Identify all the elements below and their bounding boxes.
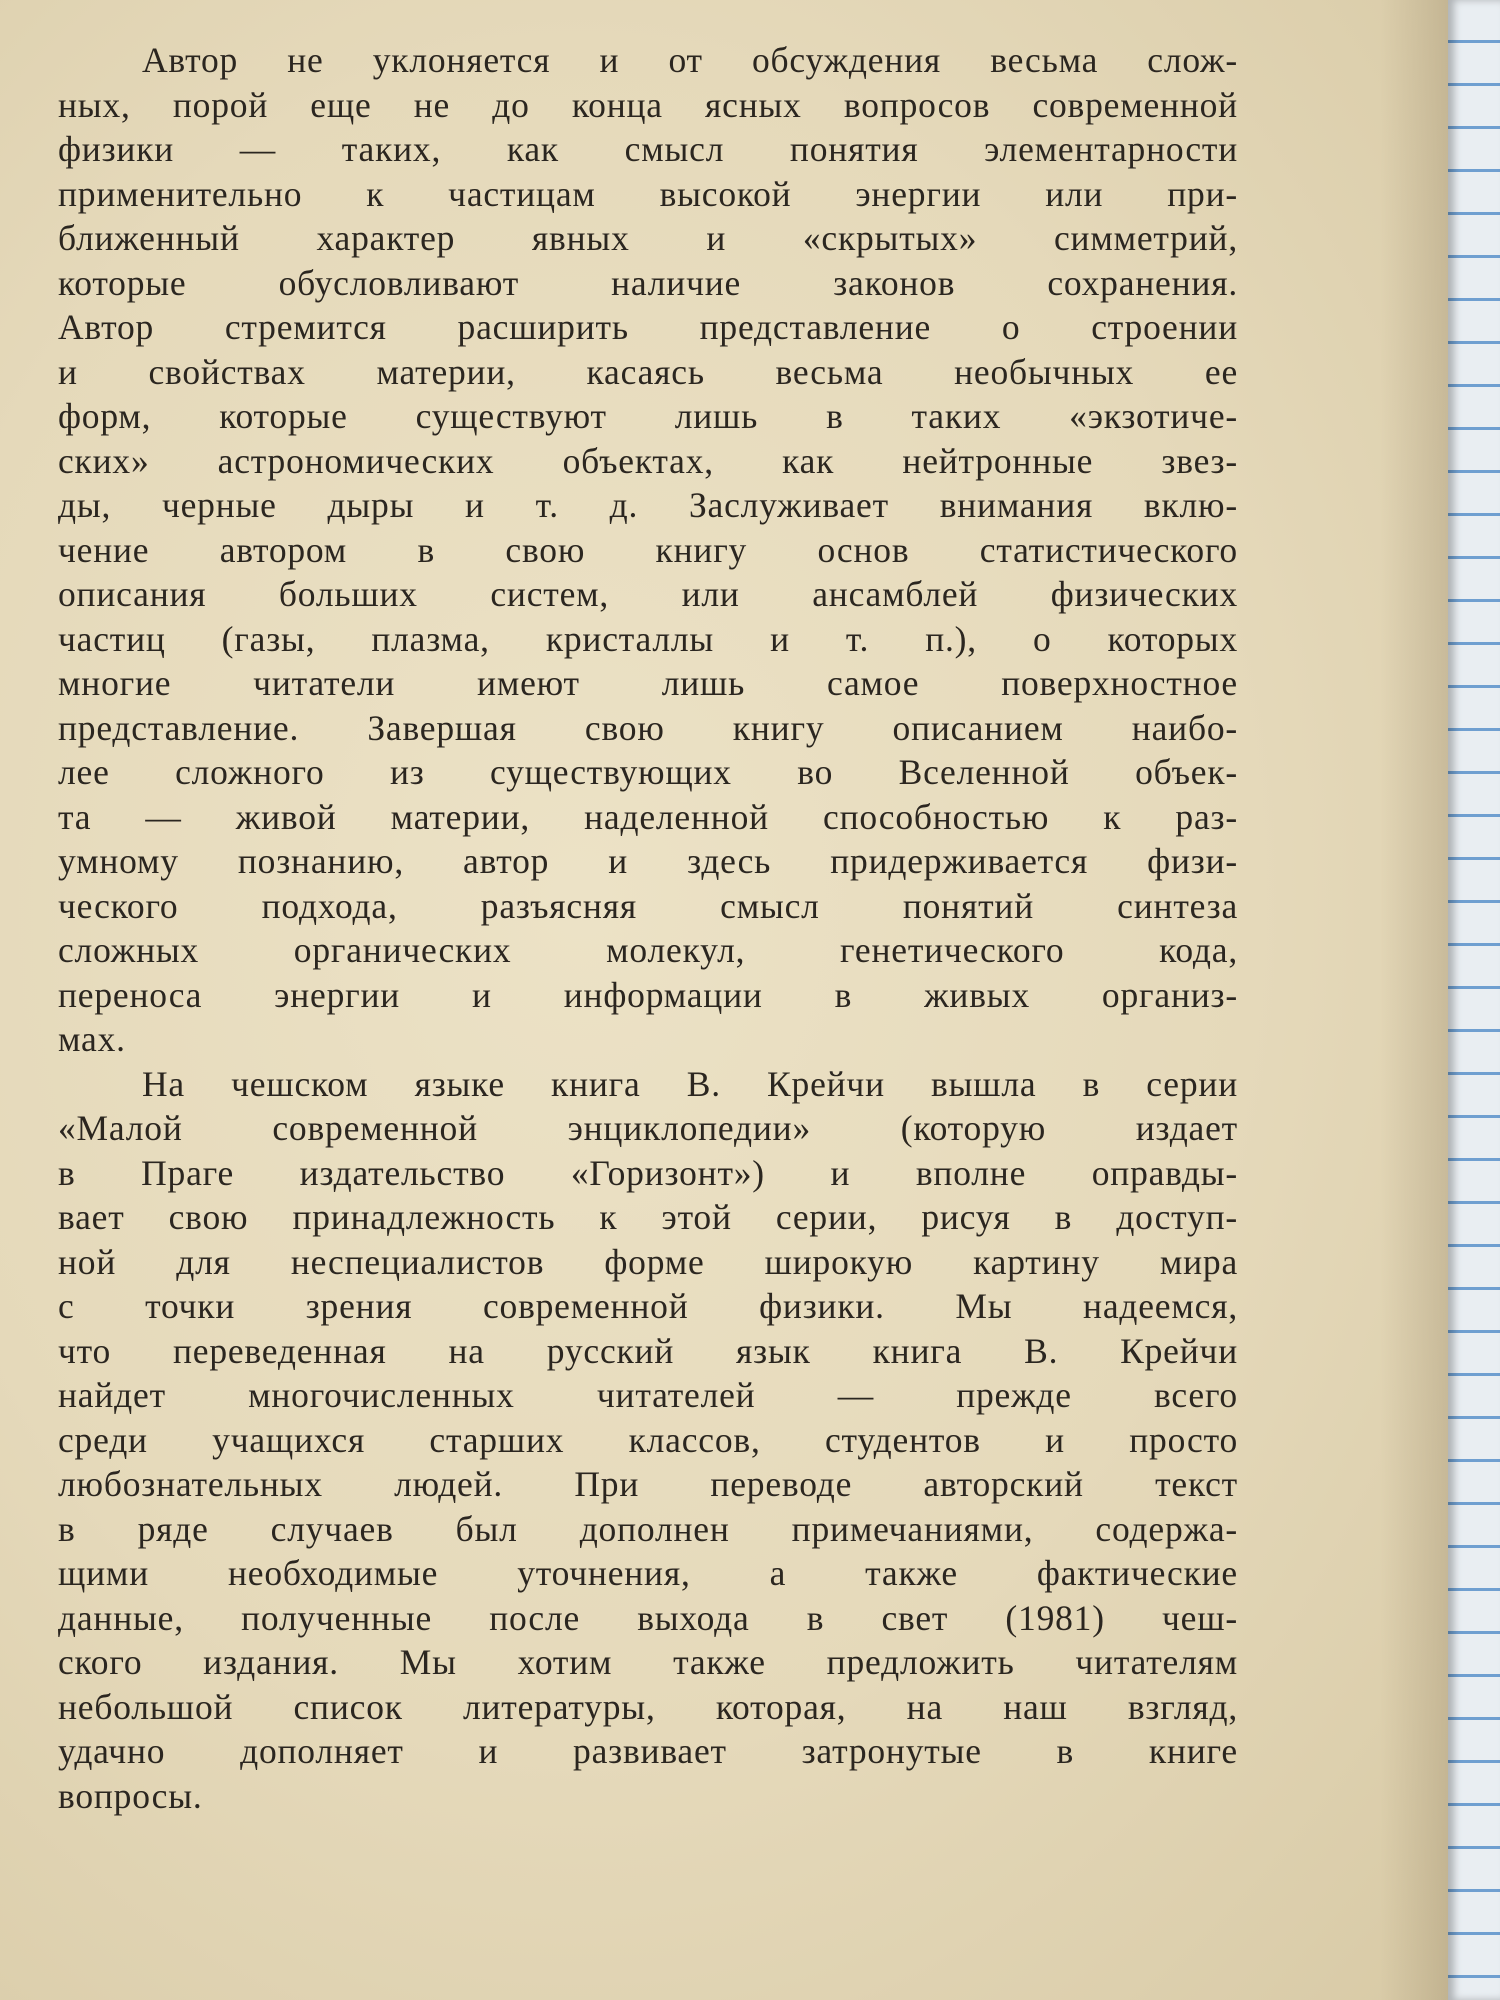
text-line: применительно к частицам высокой энергии или при-: [58, 173, 1238, 214]
text-line: в ряде случаев был дополнен примечаниями, содержа-: [58, 1508, 1238, 1549]
text-line: ды, черные дыры и т. д. Заслуживает внимания вклю-: [58, 485, 1238, 525]
text-line: ского издания. Мы хотим также предложить читателям: [58, 1642, 1238, 1682]
text-line: и свойствах материи, касаясь весьма необычных ее: [58, 351, 1238, 392]
text-line: вопросы.: [58, 1775, 203, 1816]
text-line: физики — таких, как смысл понятия элементарности: [58, 129, 1238, 169]
text-line: переноса энергии и информации в живых организ-: [58, 974, 1238, 1015]
text-line: многие читатели имеют лишь самое поверхностное: [58, 663, 1238, 703]
paragraph-2: [58, 1062, 1238, 1819]
text-line: ных, порой еще не до конца ясных вопросов современной: [58, 84, 1238, 125]
text-line: данные, полученные после выхода в свет (1981) чеш-: [58, 1597, 1238, 1638]
text-line: среди учащихся старших классов, студентов и просто: [58, 1419, 1238, 1460]
text-line: с точки зрения современной физики. Мы надеемся,: [58, 1286, 1238, 1326]
text-line: ских» астрономических объектах, как нейтронные звез-: [58, 440, 1238, 481]
text-line: любознательных людей. При переводе авторский текст: [58, 1464, 1238, 1504]
text-line: «Малой современной энциклопедии» (которую издает: [58, 1108, 1238, 1148]
text-line: На чешском языке книга В. Крейчи вышла в серии: [142, 1063, 1238, 1104]
text-line: щими необходимые уточнения, а также фактические: [58, 1553, 1238, 1593]
text-line: в Праге издательство «Горизонт») и вполне оправды-: [58, 1152, 1238, 1193]
text-line: которые обусловливают наличие законов сохранения.: [58, 262, 1238, 303]
text-line: представление. Завершая свою книгу описанием наибо-: [58, 707, 1238, 748]
text-line: описания больших систем, или ансамблей физических: [58, 574, 1238, 614]
text-line: умному познанию, автор и здесь придерживается физи-: [58, 841, 1238, 881]
text-line: лее сложного из существующих во Вселенной объек-: [58, 752, 1238, 792]
text-line: ближенный характер явных и «скрытых» симметрий,: [58, 218, 1238, 258]
text-line: удачно дополняет и развивает затронутые в книге: [58, 1731, 1238, 1771]
text-line: мах.: [58, 1019, 126, 1059]
paragraph-1: [58, 38, 1238, 1062]
text-line: что переведенная на русский язык книга В. Крейчи: [58, 1330, 1238, 1371]
text-line: вает свою принадлежность к этой серии, рисуя в доступ-: [58, 1197, 1238, 1237]
text-line: форм, которые существуют лишь в таких «экзотиче-: [58, 396, 1238, 436]
text-line: ческого подхода, разъясняя смысл понятий синтеза: [58, 885, 1238, 926]
notebook-paper-edge: [1448, 0, 1500, 2000]
body-text: [58, 38, 1238, 1818]
text-line: сложных органических молекул, генетического кода,: [58, 930, 1238, 970]
text-line: чение автором в свою книгу основ статистического: [58, 529, 1238, 570]
text-line: та — живой материи, наделенной способностью к раз-: [58, 796, 1238, 837]
text-line: найдет многочисленных читателей — прежде всего: [58, 1375, 1238, 1415]
text-line: частиц (газы, плазма, кристаллы и т. п.), о которых: [58, 618, 1238, 659]
text-line: Автор стремится расширить представление о строении: [58, 307, 1238, 347]
text-line: ной для неспециалистов форме широкую картину мира: [58, 1241, 1238, 1282]
text-line: небольшой список литературы, которая, на наш взгляд,: [58, 1686, 1238, 1727]
text-line: Автор не уклоняется и от обсуждения весьма слож-: [142, 40, 1238, 80]
